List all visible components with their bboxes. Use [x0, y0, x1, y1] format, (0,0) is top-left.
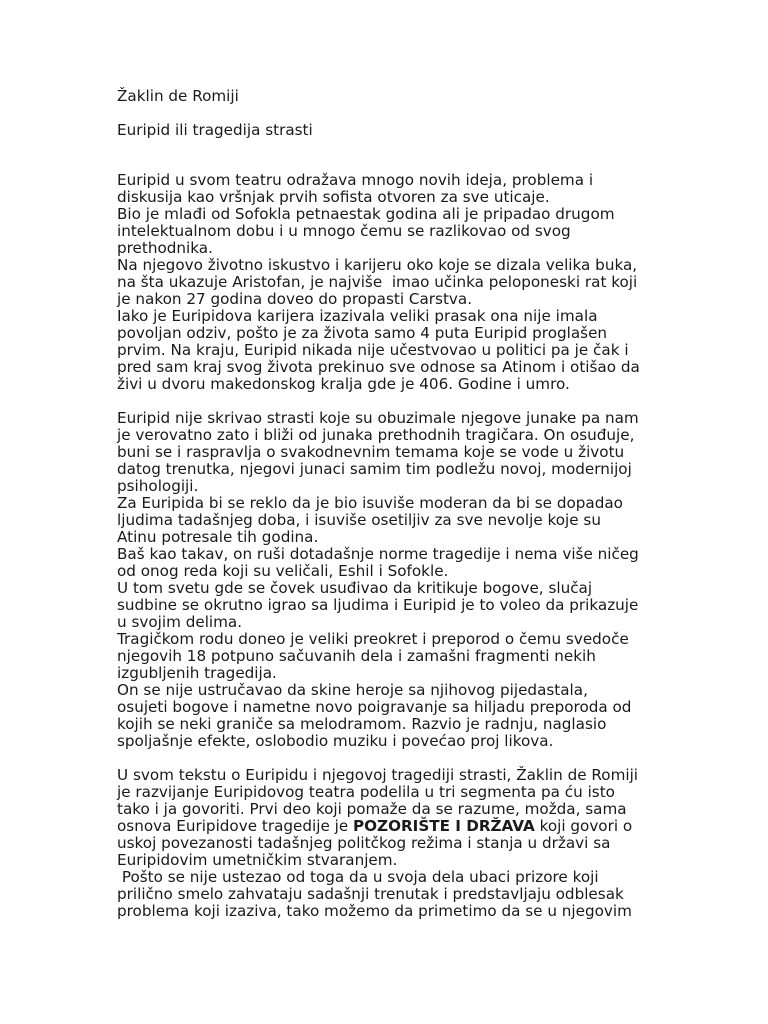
text-segment: koji govori o: [534, 817, 633, 835]
text-line: U tom svetu gde se čovek usuđivao da kritikuje bogove, slučaj: [117, 579, 593, 597]
text-line: kojih se neki graniče sa melodramom. Razvio je radnju, naglasio: [117, 715, 607, 733]
text-line: spoljašnje efekte, oslobodio muziku i povećao proj likova.: [117, 732, 554, 750]
text-line: intelektualnom dobu i u mnogo čemu se razlikovao od svog: [117, 222, 571, 240]
text-line: živi u dvoru makedonskog kralja gde je 406. Godine i umro.: [117, 375, 570, 393]
text-line: datog trenutka, njegovi junaci samim tim podležu novoj, modernijoj: [117, 460, 632, 478]
text-line: njegovih 18 potpuno sačuvanih dela i zamašni fragmenti nekih: [117, 647, 596, 665]
text-line: Na njegovo životno iskustvo i karijeru oko koje se dizala velika buka,: [117, 256, 638, 274]
text-line: Iako je Euripidova karijera izazivala veliki prasak ona nije imala: [117, 307, 598, 325]
text-line: Za Euripida bi se reklo da je bio isuviše moderan da bi se dopadao: [117, 494, 623, 512]
text-line: tako i ja govoriti. Prvi deo koji pomaže da se razume, možda, sama: [117, 800, 627, 818]
text-line: Bio je mlađi od Sofokla petnaestak godina ali je pripadao drugom: [117, 205, 615, 223]
text-line: Tragičkom rodu doneo je veliki preokret i preporod o čemu svedoče: [117, 630, 629, 648]
text-line-with-emphasis: [117, 818, 632, 835]
text-segment: osnova Euripidove tragedije je: [117, 817, 354, 835]
text-line: Atinu potresale tih godina.: [117, 528, 319, 546]
text-line: On se nije ustručavao da skine heroje sa njihovog pijedastala,: [117, 681, 588, 699]
document-author: Žaklin de Romiji: [117, 87, 239, 105]
text-line: od onog reda koji su veličali, Eshil i Sofokle.: [117, 562, 449, 580]
text-line: diskusija kao vršnjak prvih sofista otvoren za sve uticaje.: [117, 188, 550, 206]
bold-phrase: POZORIŠTE I DRŽAVA: [353, 817, 535, 835]
text-line: je verovatno zato i bliži od junaka prethodnih tragičara. On osuđuje,: [117, 426, 635, 444]
text-line: Euripidovim umetničkim stvaranjem.: [117, 851, 398, 869]
text-line: buni se i raspravlja o svakodnevnim temama koje se vode u životu: [117, 443, 625, 461]
text-line: psihologiji.: [117, 477, 199, 495]
text-line: Pošto se nije ustezao od toga da u svoja dela ubaci prizore koji: [117, 868, 599, 886]
text-line: U svom tekstu o Euripidu i njegovoj tragediji strasti, Žaklin de Romiji: [117, 766, 639, 784]
text-line: Baš kao takav, on ruši dotadašnje norme tragedije i nema više ničeg: [117, 545, 639, 563]
text-line: osujeti bogove i nametne novo poigravanje sa hiljadu preporoda od: [117, 698, 632, 716]
text-line: prilično smelo zahvataju sadašnji trenutak i predstavljaju odblesak: [117, 885, 624, 903]
text-line: uskoj povezanosti tadašnjeg politčkog režima i stanja u državi sa: [117, 834, 611, 852]
text-line: prvim. Na kraju, Euripid nikada nije učestvovao u politici pa je čak i: [117, 341, 629, 359]
text-line: na šta ukazuje Aristofan, je najviše imao učinka peloponeski rat koji: [117, 273, 638, 291]
text-line: pred sam kraj svog života prekinuo sve odnose sa Atinom i otišao da: [117, 358, 640, 376]
text-line: izgubljenih tragedija.: [117, 664, 277, 682]
text-line: ljudima tadašnjeg doba, i isuviše osetiljiv za sve nevolje koje su: [117, 511, 601, 529]
document-title: Euripid ili tragedija strasti: [117, 121, 313, 139]
text-line: problema koji izaziva, tako možemo da primetimo da se u njegovim: [117, 902, 632, 920]
text-line: prethodnika.: [117, 239, 213, 257]
text-line: Euripid nije skrivao strasti koje su obuzimale njegove junake pa nam: [117, 409, 639, 427]
text-line: je razvijanje Euripidovog teatra podelila u tri segmenta pa ću isto: [117, 783, 615, 801]
text-line: povoljan odziv, pošto je za života samo 4 puta Euripid proglašen: [117, 324, 608, 342]
text-line: sudbine se okrutno igrao sa ljudima i Euripid je to voleo da prikazuje: [117, 596, 639, 614]
text-line: Euripid u svom teatru odražava mnogo novih ideja, problema i: [117, 171, 594, 189]
text-line: je nakon 27 godina doveo do propasti Carstva.: [117, 290, 473, 308]
text-line: u svojim delima.: [117, 613, 243, 631]
